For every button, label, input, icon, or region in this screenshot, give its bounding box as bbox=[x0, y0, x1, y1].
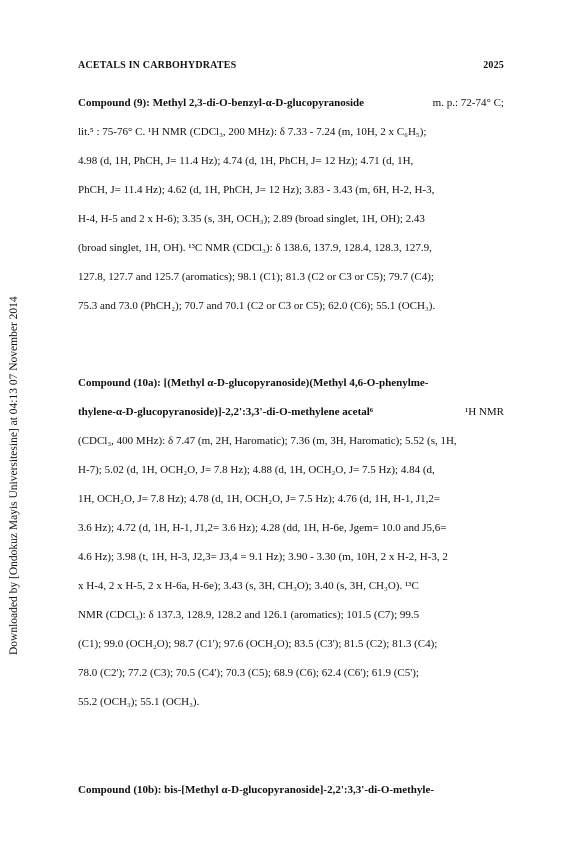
running-title: ACETALS IN CARBOHYDRATES bbox=[78, 60, 237, 71]
text-line: 3.6 Hz); 4.72 (d, 1H, H-1, J1,2= 3.6 Hz); 4.28 (dd, 1H, H-6e, Jgem= 10.0 and J5,6= bbox=[78, 522, 447, 534]
text-line: NMR (CDCl₃): δ 137.3, 128.9, 128.2 and 126.1 (aromatics); 101.5 (C7); 99.5 bbox=[78, 609, 420, 621]
text-line: H-7); 5.02 (d, 1H, OCH₂O, J= 7.8 Hz); 4.88 (d, 1H, OCH₂O, J= 7.5 Hz); 4.84 (d, bbox=[78, 464, 435, 476]
text-line: H-4, H-5 and 2 x H-6); 3.35 (s, 3H, OCH₃); 2.89 (broad singlet, 1H, OH); 2.43 bbox=[78, 213, 425, 225]
text-line: Compound (9): Methyl 2,3-di-O-benzyl-α-D-glucopyranoside m. p.: 72-74° C; bbox=[78, 97, 504, 109]
text-line: Compound (10a): [(Methyl α-D-glucopyranoside)(Methyl 4,6-O-phenylme- bbox=[78, 377, 429, 389]
download-watermark: Downloaded by [Ondokuz Mayis Universitesine] at 04:13 07 November 2014 bbox=[8, 296, 20, 655]
text-line: Compound (10b): bis-[Methyl α-D-glucopyranoside]-2,2':3,3'-di-O-methyle- bbox=[78, 784, 434, 796]
text-line: 127.8, 127.7 and 125.7 (aromatics); 98.1 (C1); 81.3 (C2 or C3 or C5); 79.7 (C4); bbox=[78, 271, 434, 283]
page-number: 2025 bbox=[483, 60, 504, 71]
text-line: 75.3 and 73.0 (PhCH₂); 70.7 and 70.1 (C2 or C3 or C5); 62.0 (C6); 55.1 (OCH₃). bbox=[78, 300, 436, 312]
compound-9-paragraph bbox=[78, 89, 504, 321]
text-line: lit.⁵ : 75-76° C. ¹H NMR (CDCl₃, 200 MHz): δ 7.33 - 7.24 (m, 10H, 2 x C₆H₅); bbox=[78, 126, 427, 138]
compound-10a-paragraph bbox=[78, 369, 504, 717]
text-line: x H-4, 2 x H-5, 2 x H-6a, H-6e); 3.43 (s, 3H, CH₃O); 3.40 (s, 3H, CH₃O). ¹³C bbox=[78, 580, 419, 592]
text-line: (CDCl₃, 400 MHz): δ 7.47 (m, 2H, Haromatic); 7.36 (m, 3H, Haromatic); 5.52 (s, 1H, bbox=[78, 435, 457, 447]
text-line: (broad singlet, 1H, OH). ¹³C NMR (CDCl₃): δ 138.6, 137.9, 128.4, 128.3, 127.9, bbox=[78, 242, 432, 254]
text-line: 55.2 (OCH₃); 55.1 (OCH₃). bbox=[78, 696, 200, 708]
text-line: 4.6 Hz); 3.98 (t, 1H, H-3, J2,3= J3,4 = 9.1 Hz); 3.90 - 3.30 (m, 10H, 2 x H-2, H-3, 2 bbox=[78, 551, 448, 563]
text-line: thylene-α-D-glucopyranoside)]-2,2':3,3'-di-O-methylene acetal⁶ ¹H NMR bbox=[78, 406, 504, 418]
compound-10b-paragraph bbox=[78, 776, 504, 805]
text-line: (C1); 99.0 (OCH₂O); 98.7 (C1'); 97.6 (OCH₂O); 83.5 (C3'); 81.5 (C2); 81.3 (C4); bbox=[78, 638, 438, 650]
running-header bbox=[78, 60, 504, 71]
text-line: 1H, OCH₂O, J= 7.8 Hz); 4.78 (d, 1H, OCH₂O, J= 7.5 Hz); 4.76 (d, 1H, H-1, J1,2= bbox=[78, 493, 441, 505]
text-line: 78.0 (C2'); 77.2 (C3); 70.5 (C4'); 70.3 (C5); 68.9 (C6); 62.4 (C6'); 61.9 (C5'); bbox=[78, 667, 419, 679]
text-line: 4.98 (d, 1H, PhCH, J= 11.4 Hz); 4.74 (d, 1H, PhCH, J= 12 Hz); 4.71 (d, 1H, bbox=[78, 155, 414, 167]
text-line: PhCH, J= 11.4 Hz); 4.62 (d, 1H, PhCH, J= 12 Hz); 3.83 - 3.43 (m, 6H, H-2, H-3, bbox=[78, 184, 435, 196]
